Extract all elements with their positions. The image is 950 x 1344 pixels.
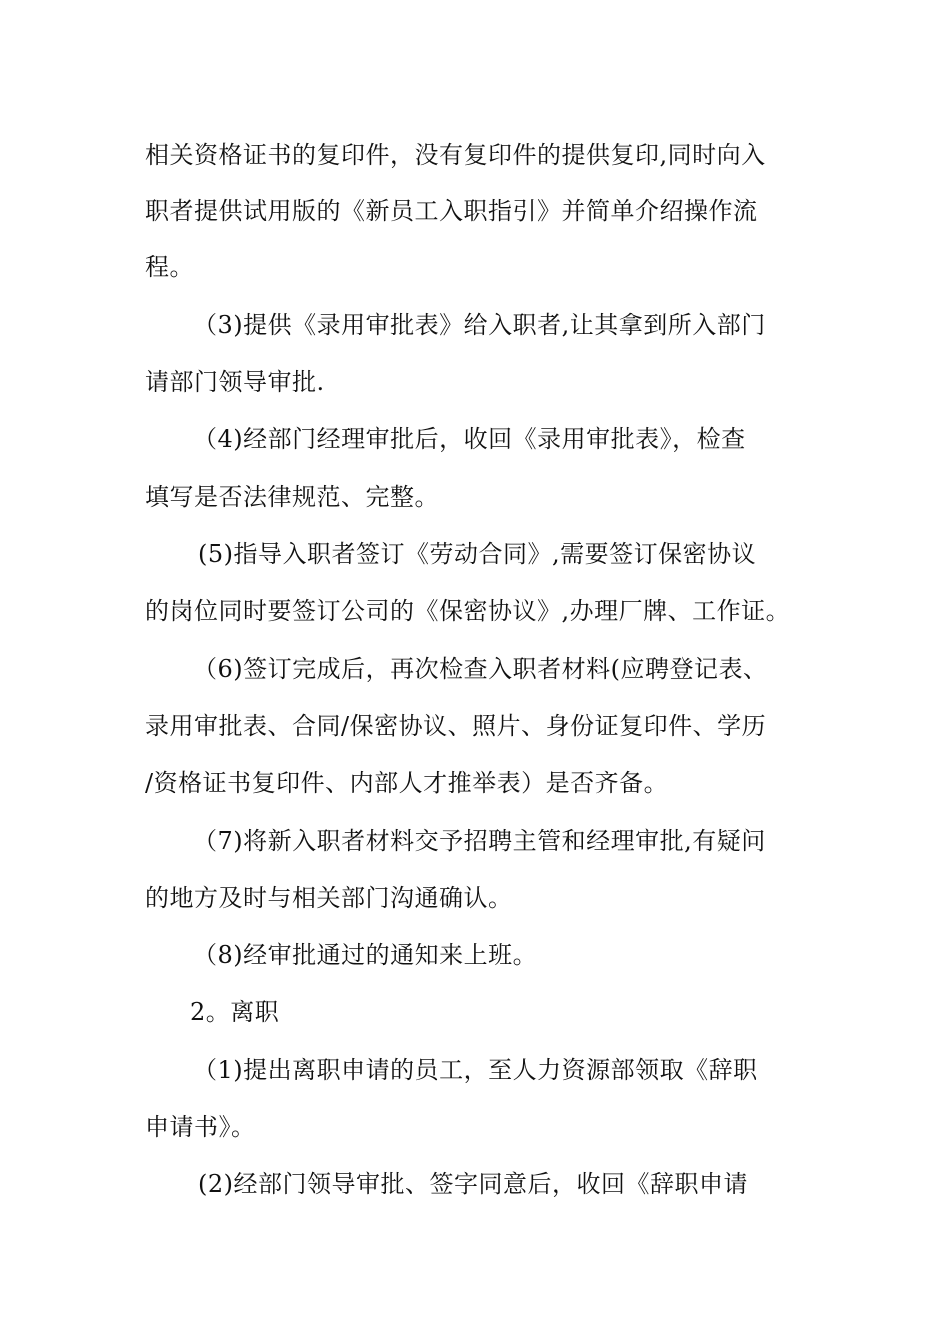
section-heading: 2。离职 (190, 998, 280, 1026)
text-line: (5)指导入职者签订《劳动合同》,需要签订保密协议 (198, 540, 757, 568)
text-line: 的岗位同时要签订公司的《保密协议》,办理厂牌、工作证。 (145, 597, 791, 625)
text-line: 录用审批表、合同/保密协议、照片、身份证复印件、学历 (145, 712, 767, 740)
text-line: （1)提出离职申请的员工，至人力资源部领取《辞职 (193, 1056, 758, 1084)
text-line: 相关资格证书的复印件，没有复印件的提供复印,同时向入 (145, 141, 766, 169)
text-line: （3)提供《录用审批表》给入职者,让其拿到所入部门 (193, 311, 766, 339)
text-line: (2)经部门领导审批、签字同意后，收回《辞职申请 (198, 1170, 748, 1198)
text-line: 的地方及时与相关部门沟通确认。 (145, 884, 513, 912)
text-line: （6)签订完成后，再次检查入职者材料(应聘登记表、 (193, 655, 768, 683)
text-line: 职者提供试用版的《新员工入职指引》并简单介绍操作流 (145, 197, 758, 225)
text-line: （8)经审批通过的通知来上班。 (193, 941, 538, 969)
text-line: 请部门领导审批. (145, 368, 325, 396)
text-line: （7)将新入职者材料交予招聘主管和经理审批,有疑问 (193, 827, 766, 855)
text-line: 申请书》。 (145, 1113, 256, 1141)
text-line: （4)经部门经理审批后，收回《录用审批表》，检查 (193, 425, 746, 453)
text-line: /资格证书复印件、内部人才推举表）是否齐备。 (145, 769, 669, 797)
text-line: 填写是否法律规范、完整。 (145, 483, 439, 511)
text-line: 程。 (145, 253, 194, 281)
